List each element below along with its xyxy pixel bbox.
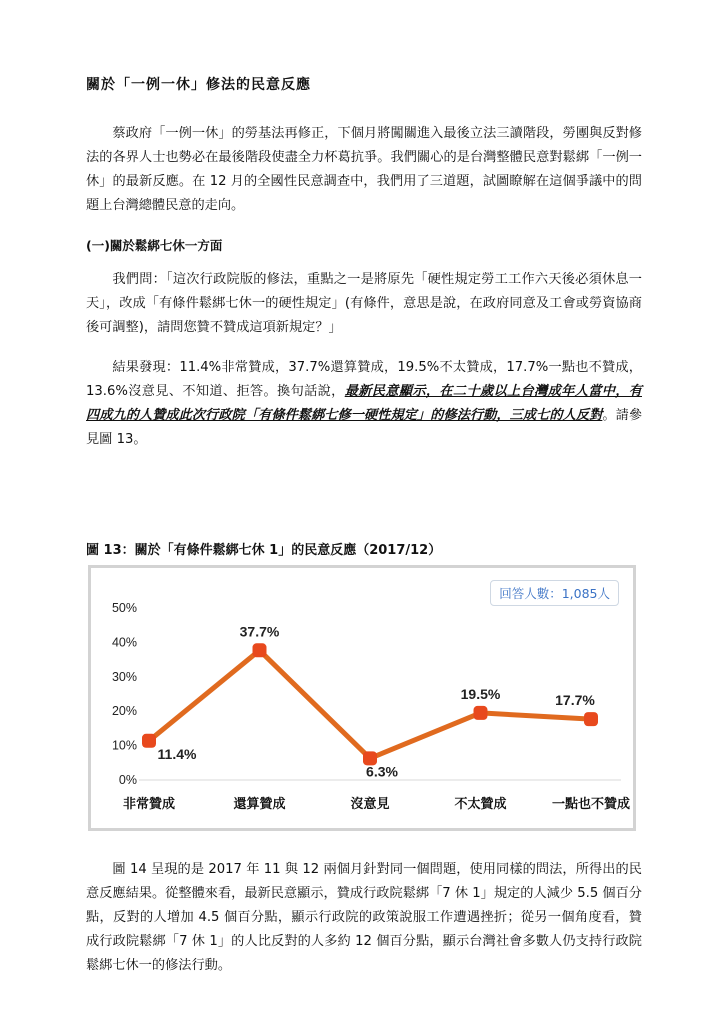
y-tick-label: 50% bbox=[111, 601, 137, 615]
x-tick-label: 一點也不贊成 bbox=[551, 797, 631, 812]
question-paragraph: 我們問：「這次行政院版的修法，重點之一是將原先「硬性規定勞工工作六天後必須休息一天」，改成「有條件鬆綁七休一的硬性規定」(有條件，意思是說，在政府同意及工會或勞資協商後可調整)，請問您贊不贊成這項新規定？」 bbox=[86, 272, 642, 335]
series-line bbox=[149, 650, 591, 758]
y-tick-label: 10% bbox=[111, 738, 137, 753]
result-paragraph bbox=[86, 356, 642, 452]
data-label: 19.5% bbox=[460, 685, 501, 702]
closing-paragraph: 圖 14 呈現的是 2017 年 11 與 12 兩個月針對同一個問題，使用同樣的問法，所得出的民意反應結果。從整體來看，最新民意顯示，贊成行政院鬆綁「7 休 1」規定的人減少 5.5 個百分點，反對的人增加 4.5 個百分點，顯示行政院的政策說服工作遭遇挫折；從另一個角度看，贊成行政院鬆綁「7 休 1」的人比反對的人多約 12 個百分點，顯示台灣社會多數人仍支持行政院鬆綁七休一的修法行動。 bbox=[86, 862, 642, 973]
data-point-marker bbox=[142, 734, 156, 748]
result-text-end: 。請參見圖 13。 bbox=[86, 408, 643, 447]
data-label: 37.7% bbox=[239, 623, 280, 640]
line-chart bbox=[91, 568, 633, 828]
data-label: 17.7% bbox=[555, 692, 595, 709]
data-point-marker bbox=[253, 643, 267, 657]
intro-paragraph: 蔡政府「一例一休」的勞基法再修正，下個月將闖關進入最後立法三讀階段，勞團與反對修法的各界人士也勢必在最後階段使盡全力杯葛抗爭。我們關心的是台灣整體民意對鬆綁「一例一休」的最新反應。在 12 月的全國性民意調查中，我們用了三道題，試圖瞭解在這個爭議中的問題上台灣總體民意的走向。 bbox=[86, 126, 642, 213]
data-point-marker bbox=[474, 706, 488, 720]
x-tick-label: 沒意見 bbox=[350, 797, 390, 812]
section-heading: (一)關於鬆綁七休一方面 bbox=[86, 238, 223, 253]
y-tick-label: 40% bbox=[111, 635, 137, 650]
result-text: 結果發現：11.4%非常贊成，37.7%還算贊成，19.5%不太贊成，17.7%一點也不贊成，13.6%沒意見、不知道、拒答。換句話說， bbox=[86, 360, 642, 399]
y-tick-label: 0% bbox=[118, 773, 137, 787]
x-tick-label: 非常贊成 bbox=[122, 797, 176, 812]
x-tick-label: 還算贊成 bbox=[233, 797, 286, 812]
data-point-marker bbox=[584, 712, 598, 726]
respondents-badge: 回答人數：1,085人 bbox=[490, 580, 619, 606]
figure-caption: 圖 13：關於「有條件鬆綁七休 1」的民意反應（2017/12） bbox=[86, 543, 442, 558]
data-label: 6.3% bbox=[366, 763, 398, 780]
result-emphasis: 最新民意顯示，在二十歲以上台灣成年人當中，有四成九的人贊成此次行政院「有條件鬆綁七修一硬性規定」的修法行動，三成七的人反對 bbox=[86, 384, 642, 423]
chart-frame bbox=[88, 565, 636, 831]
y-tick-label: 20% bbox=[111, 704, 137, 719]
x-tick-label: 不太贊成 bbox=[454, 797, 507, 812]
y-tick-label: 30% bbox=[111, 669, 137, 684]
document-title: 關於「一例一休」修法的民意反應 bbox=[86, 77, 311, 93]
data-label: 11.4% bbox=[157, 745, 197, 762]
